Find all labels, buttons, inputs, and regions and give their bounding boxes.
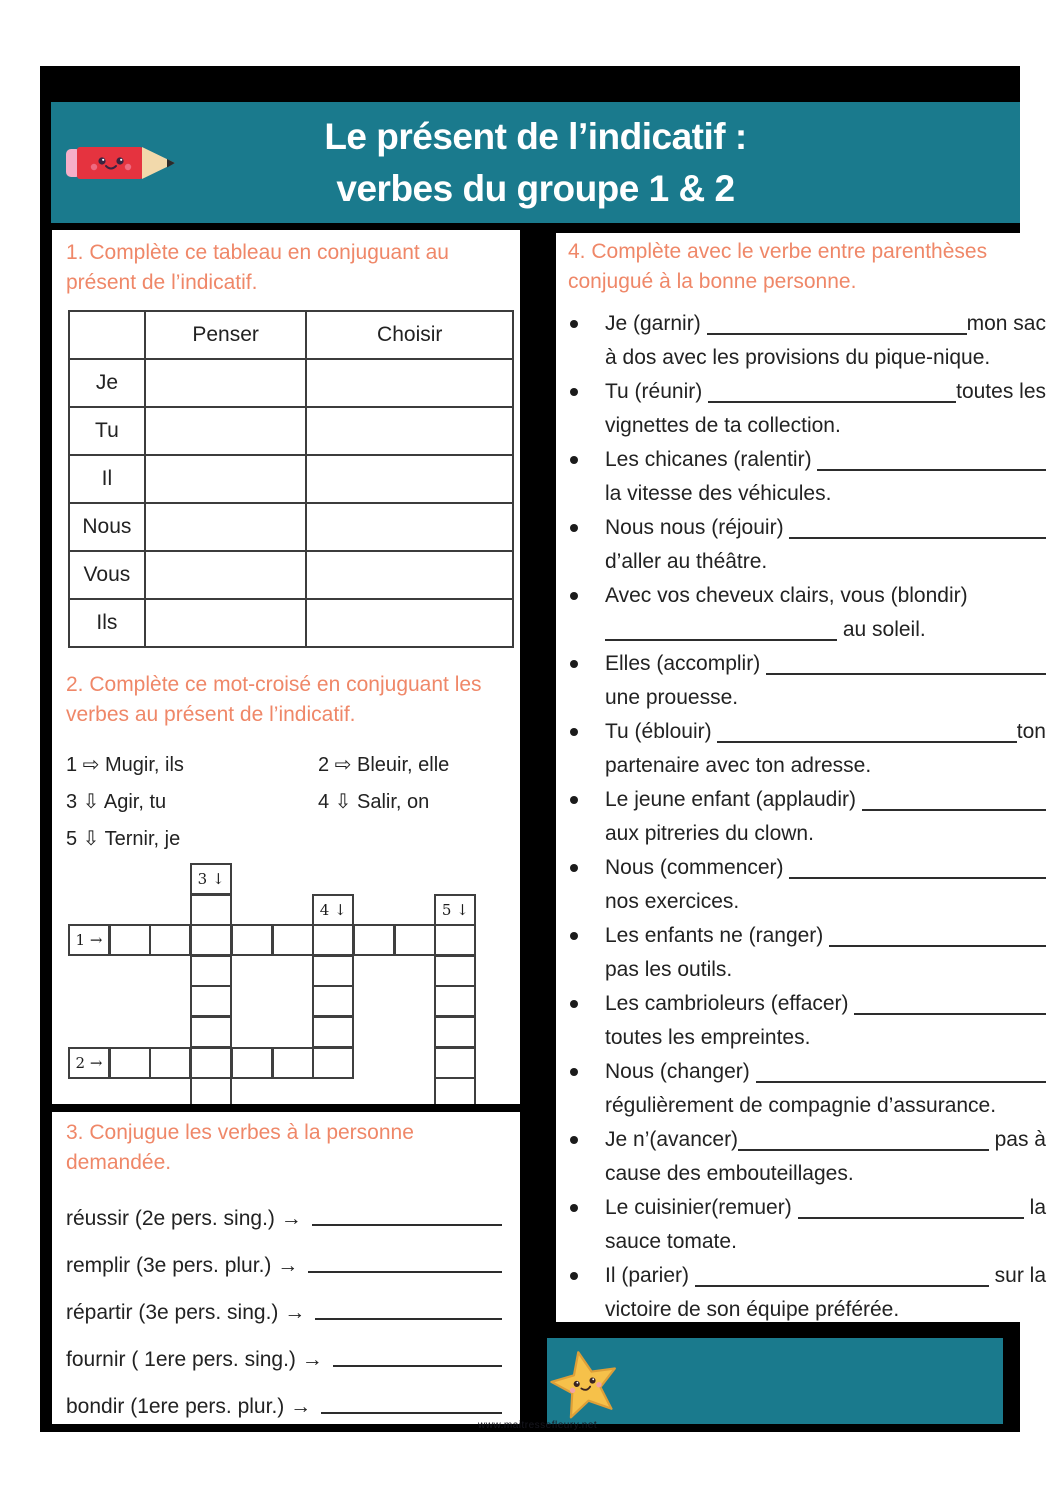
fill-in-line2	[605, 1021, 1046, 1055]
fill-in-item	[568, 307, 1046, 375]
bullet	[568, 1055, 605, 1123]
fill-in-text	[605, 307, 1046, 375]
sentence-text: la	[1023, 1196, 1046, 1219]
table-answer-cell	[306, 455, 513, 503]
table-answer-cell	[306, 599, 513, 647]
crossword-cell	[190, 1016, 232, 1048]
crossword-cell	[231, 1047, 273, 1079]
crossword-cell	[312, 955, 354, 987]
header-banner	[51, 102, 1020, 223]
sentence-text: à dos avec les provisions du pique-nique.	[605, 346, 991, 369]
crossword-cell	[312, 1047, 354, 1079]
fill-in-line1	[605, 851, 1046, 885]
fill-in-line2	[605, 1157, 1046, 1191]
table-corner-cell	[69, 311, 145, 359]
sentence-text: sur la	[988, 1264, 1046, 1287]
crossword-cell	[190, 1077, 232, 1104]
pencil-icon	[65, 140, 185, 186]
answer-blank	[829, 945, 1046, 947]
bullet	[568, 375, 605, 443]
crossword-grid	[66, 863, 514, 1104]
table-answer-cell	[306, 359, 513, 407]
table-row	[69, 359, 513, 407]
bullet	[568, 1191, 605, 1259]
crossword-cell	[190, 924, 232, 956]
table-verb-header: Choisir	[306, 311, 513, 359]
crossword-clue-number-cell: 1 →	[68, 924, 110, 956]
conjugation-prompt: réussir (2e pers. sing.) →	[66, 1207, 302, 1230]
fill-in-item	[568, 579, 1046, 647]
sentence-text: cause des embouteillages.	[605, 1162, 854, 1185]
crossword-cell	[190, 894, 232, 926]
sentence-text: mon sac	[966, 312, 1046, 335]
fill-in-item	[568, 987, 1046, 1055]
table-pronoun-cell: Vous	[69, 551, 145, 599]
crossword-cell	[434, 1077, 476, 1104]
table-header-row	[69, 311, 513, 359]
section-4-heading: 4. Complète avec le verbe entre parenthèses conjugué à la bonne personne.	[568, 240, 988, 293]
fill-in-line2	[605, 817, 1046, 851]
table-pronoun-cell: Je	[69, 359, 145, 407]
sentence-text: Les chicanes (ralentir)	[605, 448, 818, 471]
bullet-dot	[570, 388, 578, 396]
answer-blank	[756, 1081, 1046, 1083]
fill-in-line1	[605, 987, 1046, 1021]
fill-in-text	[605, 579, 1046, 647]
conjugation-prompt: bondir (1ere pers. plur.) →	[66, 1395, 312, 1418]
crossword-cell	[109, 1047, 151, 1079]
section-3-rows	[66, 1186, 506, 1421]
fill-in-line1	[605, 783, 1046, 817]
table-answer-cell	[145, 503, 307, 551]
crossword-cell	[312, 924, 354, 956]
crossword-clue-number-cell: 5 ↓	[434, 894, 476, 926]
section-3-panel	[52, 1112, 520, 1424]
fill-in-line1	[605, 1123, 1046, 1157]
table-answer-cell	[145, 599, 307, 647]
crossword-cell	[394, 924, 436, 956]
answer-blank	[789, 877, 1046, 879]
sentence-text: Les enfants ne (ranger)	[605, 924, 830, 947]
bullet-dot	[570, 1204, 578, 1212]
crossword-cell	[434, 985, 476, 1017]
fill-in-line2	[605, 341, 1046, 375]
fill-in-item	[568, 715, 1046, 783]
section-4-panel	[556, 233, 1054, 1322]
answer-blank	[717, 741, 1016, 743]
page-title	[324, 111, 746, 215]
bullet-dot	[570, 796, 578, 804]
crossword-cell	[149, 1047, 191, 1079]
sentence-text: au soleil.	[837, 618, 926, 641]
footer-banner	[547, 1338, 1003, 1424]
bullet-dot	[570, 1272, 578, 1280]
fill-in-item	[568, 1191, 1046, 1259]
fill-in-text	[605, 647, 1046, 715]
crossword-cell	[272, 1047, 314, 1079]
bullet-dot	[570, 320, 578, 328]
conjugation-prompt-row	[66, 1233, 506, 1280]
crossword-cell	[109, 924, 151, 956]
sentence-text: Avec vos cheveux clairs, vous (blondir)	[605, 584, 968, 607]
fill-in-item	[568, 647, 1046, 715]
section-3-heading: 3. Conjugue les verbes à la personne demandée.	[66, 1121, 414, 1174]
crossword-cell	[272, 924, 314, 956]
bullet	[568, 511, 605, 579]
sentence-text: Les cambrioleurs (effacer)	[605, 992, 855, 1015]
page-title-line2: verbes du groupe 1 & 2	[336, 167, 735, 209]
crossword-cell	[190, 955, 232, 987]
table-row	[69, 599, 513, 647]
answer-blank	[738, 1149, 989, 1151]
sentence-text: nos exercices.	[605, 890, 740, 913]
fill-in-line1	[605, 1259, 1046, 1293]
fill-in-line2	[605, 1225, 1046, 1259]
bullet-dot	[570, 524, 578, 532]
sentence-text: Je (garnir)	[605, 312, 707, 335]
answer-blank	[333, 1365, 502, 1367]
fill-in-item	[568, 1259, 1046, 1322]
fill-in-line1	[605, 579, 1046, 613]
sentence-text: d’aller au théâtre.	[605, 550, 768, 573]
answer-blank	[708, 401, 956, 403]
table-answer-cell	[306, 551, 513, 599]
answer-blank	[766, 673, 1046, 675]
table-pronoun-cell: Nous	[69, 503, 145, 551]
bullet-dot	[570, 864, 578, 872]
worksheet-frame	[40, 66, 1046, 1432]
fill-in-text	[605, 511, 1046, 579]
conjugation-prompt-row	[66, 1280, 506, 1327]
answer-blank	[798, 1217, 1024, 1219]
star-icon	[549, 1346, 621, 1422]
table-answer-cell	[145, 407, 307, 455]
fill-in-item	[568, 375, 1046, 443]
fill-in-item	[568, 1123, 1046, 1191]
table-answer-cell	[145, 359, 307, 407]
answer-blank	[321, 1412, 502, 1414]
fill-in-text	[605, 851, 1046, 919]
fill-in-line2	[605, 885, 1046, 919]
answer-blank	[308, 1271, 502, 1273]
sentence-text: Nous nous (réjouir)	[605, 516, 790, 539]
crossword-cell	[190, 1047, 232, 1079]
crossword-cell	[434, 1016, 476, 1048]
bullet	[568, 1259, 605, 1322]
sentence-text: toutes les	[956, 380, 1046, 403]
sentence-text: Je n’(avancer)	[605, 1128, 739, 1151]
crossword-clues	[66, 752, 514, 851]
fill-in-line1	[605, 715, 1046, 749]
table-row	[69, 503, 513, 551]
fill-in-text	[605, 987, 1046, 1055]
bullet	[568, 783, 605, 851]
fill-in-text	[605, 1055, 1046, 1123]
answer-blank	[789, 537, 1046, 539]
sentence-text: aux pitreries du clown.	[605, 822, 814, 845]
bullet	[568, 443, 605, 511]
conjugation-prompt-row	[66, 1374, 506, 1421]
table-pronoun-cell: Ils	[69, 599, 145, 647]
bullet-dot	[570, 1136, 578, 1144]
section-1-2-panel	[52, 230, 520, 1104]
fill-in-item	[568, 511, 1046, 579]
sentence-text: victoire de son équipe préférée.	[605, 1298, 900, 1321]
fill-in-line2	[605, 545, 1046, 579]
crossword-cell	[190, 985, 232, 1017]
sentence-text: Elles (accomplir)	[605, 652, 767, 675]
bullet-dot	[570, 592, 578, 600]
fill-in-line1	[605, 919, 1046, 953]
answer-blank	[605, 639, 837, 641]
answer-blank	[817, 469, 1046, 471]
fill-in-item	[568, 783, 1046, 851]
crossword-clue-number-cell: 4 ↓	[312, 894, 354, 926]
page-title-line1: Le présent de l’indicatif :	[324, 115, 747, 157]
fill-in-line2	[605, 613, 1046, 647]
answer-blank	[312, 1224, 502, 1226]
fill-in-line1	[605, 1055, 1046, 1089]
fill-in-item	[568, 1055, 1046, 1123]
table-row	[69, 551, 513, 599]
sentence-text: Tu (éblouir)	[605, 720, 718, 743]
table-pronoun-cell: Il	[69, 455, 145, 503]
bullet	[568, 987, 605, 1055]
table-answer-cell	[306, 407, 513, 455]
fill-in-text	[605, 783, 1046, 851]
bullet	[568, 1123, 605, 1191]
fill-in-line2	[605, 953, 1046, 987]
fill-in-line1	[605, 1191, 1046, 1225]
crossword-cell	[312, 985, 354, 1017]
fill-in-line2	[605, 1293, 1046, 1322]
bullet	[568, 647, 605, 715]
crossword-clue-number-cell: 2 →	[68, 1047, 110, 1079]
bullet	[568, 919, 605, 987]
fill-in-line1	[605, 647, 1046, 681]
fill-in-text	[605, 375, 1046, 443]
sentence-text: toutes les empreintes.	[605, 1026, 811, 1049]
crossword-cell	[312, 1016, 354, 1048]
watermark: www.maitressefleury.net	[478, 1420, 598, 1431]
fill-in-text	[605, 1191, 1046, 1259]
sentence-text: pas à	[988, 1128, 1046, 1151]
crossword-clue: 2 ⇨ Bleuir, elle	[318, 754, 450, 776]
bullet-dot	[570, 1068, 578, 1076]
fill-in-item	[568, 851, 1046, 919]
fill-in-line2	[605, 1089, 1046, 1123]
sentence-text: Il (parier)	[605, 1264, 695, 1287]
fill-in-item	[568, 443, 1046, 511]
table-answer-cell	[145, 455, 307, 503]
section-1-heading: 1. Complète ce tableau en conjuguant au présent de l’indicatif.	[66, 241, 449, 294]
crossword-cell	[434, 924, 476, 956]
answer-blank	[862, 809, 1046, 811]
fill-in-line2	[605, 477, 1046, 511]
answer-blank	[315, 1318, 502, 1320]
fill-in-line1	[605, 443, 1046, 477]
crossword-clue: 4 ⇩ Salir, on	[318, 791, 430, 813]
conjugation-prompt-row	[66, 1186, 506, 1233]
sentence-text: sauce tomate.	[605, 1230, 737, 1253]
bullet-dot	[570, 660, 578, 668]
fill-in-text	[605, 715, 1046, 783]
sentence-text: Tu (réunir)	[605, 380, 709, 403]
conjugation-table	[68, 310, 514, 648]
conjugation-prompt-row	[66, 1327, 506, 1374]
table-answer-cell	[306, 503, 513, 551]
crossword-cell	[353, 924, 395, 956]
bullet-dot	[570, 456, 578, 464]
bullet	[568, 579, 605, 647]
bullet	[568, 715, 605, 783]
section-2-heading: 2. Complète ce mot-croisé en conjuguant les verbes au présent de l’indicatif.	[66, 673, 482, 726]
answer-blank	[707, 333, 967, 335]
sentence-text: la vitesse des véhicules.	[605, 482, 832, 505]
fill-in-line2	[605, 749, 1046, 783]
fill-in-text	[605, 443, 1046, 511]
bullet	[568, 851, 605, 919]
fill-in-line1	[605, 375, 1046, 409]
fill-in-line2	[605, 409, 1046, 443]
table-row	[69, 455, 513, 503]
bullet-dot	[570, 1000, 578, 1008]
crossword-clue	[318, 826, 514, 851]
bullet	[568, 307, 605, 375]
answer-blank	[695, 1285, 989, 1287]
sentence-text: ton	[1016, 720, 1046, 743]
conjugation-prompt: répartir (3e pers. sing.) →	[66, 1301, 306, 1324]
table-answer-cell	[145, 551, 307, 599]
crossword-clue: 3 ⇩ Agir, tu	[66, 791, 167, 813]
answer-blank	[854, 1013, 1046, 1015]
crossword-clue-number-cell: 3 ↓	[190, 863, 232, 895]
sentence-text: pas les outils.	[605, 958, 733, 981]
table-verb-header: Penser	[145, 311, 307, 359]
fill-in-line2	[605, 681, 1046, 715]
sentence-text: régulièrement de compagnie d’assurance.	[605, 1094, 997, 1117]
table-pronoun-cell: Tu	[69, 407, 145, 455]
conjugation-prompt: remplir (3e pers. plur.) →	[66, 1254, 299, 1277]
bullet-dot	[570, 932, 578, 940]
fill-in-text	[605, 919, 1046, 987]
crossword-cell	[149, 924, 191, 956]
fill-in-text	[605, 1123, 1046, 1191]
fill-in-line1	[605, 511, 1046, 545]
sentence-text: Le cuisinier(remuer)	[605, 1196, 798, 1219]
sentence-text: une prouesse.	[605, 686, 739, 709]
fill-in-item	[568, 919, 1046, 987]
crossword-cell	[434, 1047, 476, 1079]
fill-in-line1	[605, 307, 1046, 341]
bullet-dot	[570, 728, 578, 736]
fill-in-text	[605, 1259, 1046, 1322]
crossword-clue: 5 ⇩ Ternir, je	[66, 828, 181, 850]
crossword-cell	[231, 924, 273, 956]
crossword-cell	[434, 955, 476, 987]
sentence-text: Le jeune enfant (applaudir)	[605, 788, 862, 811]
section-4-items	[568, 307, 1046, 1322]
table-row	[69, 407, 513, 455]
sentence-text: Nous (commencer)	[605, 856, 790, 879]
sentence-text: partenaire avec ton adresse.	[605, 754, 872, 777]
sentence-text: Nous (changer)	[605, 1060, 756, 1083]
crossword-clue: 1 ⇨ Mugir, ils	[66, 754, 184, 776]
conjugation-prompt: fournir ( 1ere pers. sing.) →	[66, 1348, 323, 1371]
sentence-text: vignettes de ta collection.	[605, 414, 841, 437]
